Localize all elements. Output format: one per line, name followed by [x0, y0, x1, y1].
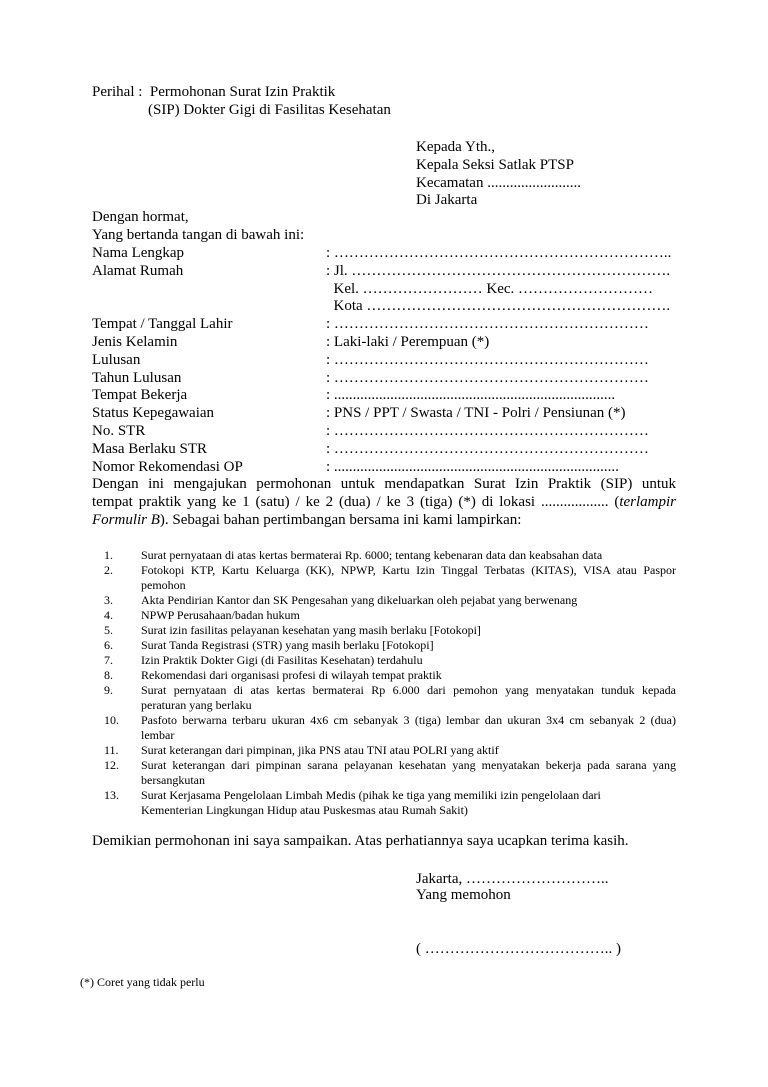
request-line-2-text: tempat praktik yang ke 1 (satu) / ke 2 (dua) / ke 3 (tiga) (*) di lokasi .................. (: [92, 494, 620, 510]
attachment-number: 13.: [104, 788, 119, 802]
closing-text: Demikian permohonan ini saya sampaikan. Atas perhatiannya saya ucapkan terima kasih.: [92, 833, 629, 849]
attachment-number: 3.: [104, 593, 113, 607]
field-value-kel-kec: Kel. …………………… Kec. ………………………: [326, 281, 654, 297]
attachment-number: 8.: [104, 668, 113, 682]
field-value: : ………………………………………………………: [326, 352, 649, 368]
field-value-kota: Kota …………………………………………………….: [326, 298, 671, 314]
field-label: Jenis Kelamin: [92, 334, 178, 350]
attachment-text: Pasfoto berwarna terbaru ukuran 4x6 cm sebanyak 3 (tiga) lembar dan ukuran 3x4 cm sebanyak 2 (dua): [141, 713, 676, 727]
request-line-3-italic: Formulir B: [92, 512, 160, 528]
recipient-line-1: Kepada Yth.,: [416, 139, 495, 155]
field-label: Tempat / Tanggal Lahir: [92, 316, 233, 332]
attachment-text: lembar: [141, 728, 175, 742]
attachment-text: NPWP Perusahaan/badan hukum: [141, 608, 300, 622]
attachment-number: 2.: [104, 563, 113, 577]
greeting: Dengan hormat,: [92, 209, 189, 225]
attachment-text: peraturan yang berlaku: [141, 698, 252, 712]
attachment-number: 6.: [104, 638, 113, 652]
attachment-number: 1.: [104, 548, 113, 562]
field-label: Lulusan: [92, 352, 141, 368]
attachment-number: 9.: [104, 683, 113, 697]
attachment-text: Akta Pendirian Kantor dan SK Pengesahan yang dikeluarkan oleh pejabat yang berwenang: [141, 593, 578, 607]
signature-role: Yang memohon: [416, 887, 511, 903]
field-label: Alamat Rumah: [92, 263, 184, 279]
request-line-2-italic: terlampir: [619, 494, 676, 510]
attachment-text: Surat Kerjasama Pengelolaan Limbah Medis (pihak ke tiga yang memiliki izin pengelolaan dari: [141, 788, 601, 802]
attachment-text: pemohon: [141, 578, 186, 592]
attachment-number: 7.: [104, 653, 113, 667]
attachment-number: 11.: [104, 743, 119, 757]
attachment-text: Surat pernyataan di atas kertas bermaterai Rp 6.000 dari pemohon yang menyatakan tunduk kepada: [141, 683, 676, 697]
attachment-text: Surat keterangan dari pimpinan, jika PNS atau TNI atau POLRI yang aktif: [141, 743, 499, 757]
attachment-text: Surat pernyataan di atas kertas bermaterai Rp. 6000; tentang kebenaran data dan keabsahan data: [141, 548, 603, 562]
attachment-number: 4.: [104, 608, 113, 622]
field-value: : ………………………………………………………: [326, 423, 649, 439]
perihal-line-1: Perihal : Permohonan Surat Izin Praktik: [92, 84, 336, 100]
attachment-text: Rekomendasi dari organisasi profesi di wilayah tempat praktik: [141, 668, 442, 682]
field-label: No. STR: [92, 423, 146, 439]
field-value: : ...........................................................................: [326, 387, 616, 403]
attachment-text: Surat Tanda Registrasi (STR) yang masih berlaku [Fotokopi]: [141, 638, 434, 652]
field-value: : ………………………………………………………: [326, 441, 649, 457]
request-line-1: Dengan ini mengajukan permohonan untuk mendapatkan Surat Izin Praktik (SIP) untuk: [92, 476, 676, 492]
request-line-2: [92, 494, 676, 511]
footnote: (*) Coret yang tidak perlu: [80, 975, 205, 989]
recipient-line-4: Di Jakarta: [416, 192, 478, 208]
intro: Yang bertanda tangan di bawah ini:: [92, 227, 305, 243]
attachment-number: 10.: [104, 713, 119, 727]
field-value: : …………………………………………………………..: [326, 245, 672, 261]
signature-place-date: Jakarta, ………………………..: [416, 871, 609, 887]
field-value: : ………………………………………………………: [326, 316, 649, 332]
field-label: Masa Berlaku STR: [92, 441, 207, 457]
field-label: Tempat Bekerja: [92, 387, 188, 403]
field-label: Status Kepegawaian: [92, 405, 215, 421]
field-label: Tahun Lulusan: [92, 370, 182, 386]
attachment-number: 12.: [104, 758, 119, 772]
recipient-line-3: Kecamatan .........................: [416, 175, 581, 191]
request-line-3: [92, 512, 521, 529]
recipient-line-2: Kepala Seksi Satlak PTSP: [416, 157, 574, 173]
perihal-line-2: (SIP) Dokter Gigi di Fasilitas Kesehatan: [148, 102, 391, 118]
attachment-text: Izin Praktik Dokter Gigi (di Fasilitas Kesehatan) terdahulu: [141, 653, 423, 667]
field-value: : Laki-laki / Perempuan (*): [326, 334, 490, 350]
field-value: : Jl. ……………………………………………………….: [326, 263, 671, 279]
field-value: : PNS / PPT / Swasta / TNI - Polri / Pensiunan (*): [326, 405, 626, 421]
attachment-text: bersangkutan: [141, 773, 205, 787]
attachment-number: 5.: [104, 623, 113, 637]
attachment-text: Fotokopi KTP, Kartu Keluarga (KK), NPWP, Kartu Izin Tinggal Terbatas (KITAS), VISA atau Paspor: [141, 563, 676, 577]
field-value: : ............................................................................: [326, 459, 619, 475]
signature-name: ( ……………………………….. ): [416, 941, 621, 957]
field-label: Nomor Rekomendasi OP: [92, 459, 243, 475]
attachment-text: Surat keterangan dari pimpinan sarana pelayanan kesehatan yang menyatakan bekerja pada sarana yang: [141, 758, 676, 772]
attachment-text: Surat izin fasilitas pelayanan kesehatan yang masih berlaku [Fotokopi]: [141, 623, 481, 637]
attachment-text: Kementerian Lingkungan Hidup atau Puskesmas atau Rumah Sakit): [141, 803, 468, 817]
field-label: Nama Lengkap: [92, 245, 185, 261]
request-line-3-text: ). Sebagai bahan pertimbangan bersama ini kami lampirkan:: [159, 512, 522, 528]
field-value: : ………………………………………………………: [326, 370, 649, 386]
